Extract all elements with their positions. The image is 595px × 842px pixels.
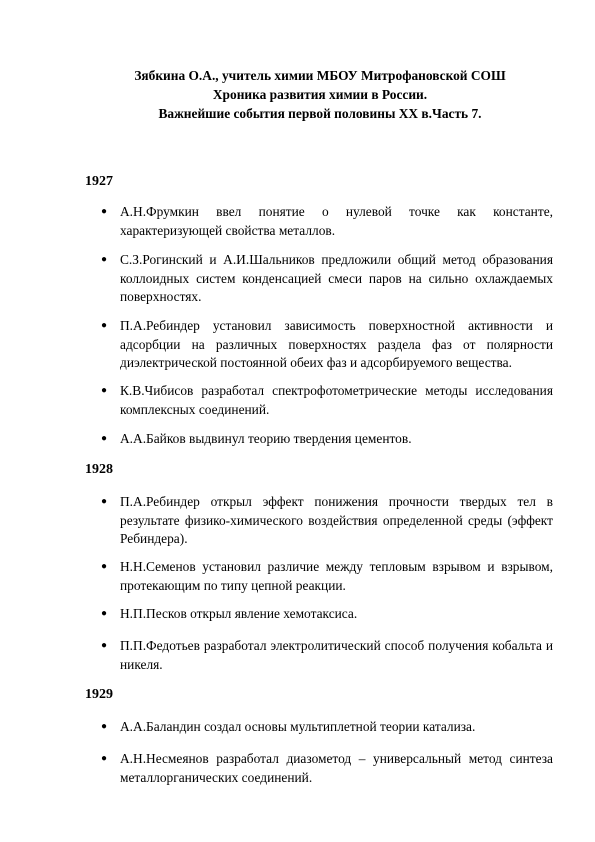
bullet-icon: ●: [101, 721, 108, 732]
list-item: А.А.Байков выдвинул теорию твердения цементов.: [120, 431, 412, 446]
list-item: К.В.Чибисов разработал спектрофотометрические методы исследования комплексных соединений.: [120, 383, 553, 417]
bullet-icon: ●: [101, 753, 108, 764]
bullet-icon: ●: [101, 206, 108, 217]
document-header: [100, 66, 540, 123]
author-line: Зябкина О.А., учитель химии МБОУ Митрофановской СОШ: [134, 68, 506, 83]
bullet-icon: ●: [101, 254, 108, 265]
year-heading-1928: 1928: [85, 462, 113, 477]
bullet-icon: ●: [101, 561, 108, 572]
bullet-icon: ●: [101, 496, 108, 507]
list-item: П.А.Ребиндер установил зависимость поверхностной активности и адсорбции на различных поверхностях раздела фаз от полярности диэлектрической постоянной обеих фаз и адсорбируемого вещества.: [120, 318, 553, 370]
title-line: Хроника развития химии в России.: [212, 87, 428, 102]
subtitle-line: Важнейшие события первой половины XX в.Часть 7.: [158, 106, 482, 121]
list-item: Н.П.Песков открыл явление хемотаксиса.: [120, 606, 358, 621]
list-item: Н.Н.Семенов установил различие между тепловым взрывом и взрывом, протекающим по типу цепной реакции.: [120, 559, 553, 593]
bullet-icon: ●: [101, 433, 108, 444]
list-item: П.А.Ребиндер открыл эффект понижения прочности твердых тел в результате физико-химического воздействия определенной среды (эффект Ребиндера).: [120, 494, 553, 546]
year-heading-1929: 1929: [85, 687, 113, 702]
list-item: П.П.Федотьев разработал электролитический способ получения кобальта и никеля.: [120, 638, 553, 672]
bullet-icon: ●: [101, 385, 108, 396]
bullet-icon: ●: [101, 640, 108, 651]
year-heading-1927: 1927: [85, 174, 113, 189]
list-item: А.Н.Несмеянов разработал диазометод – универсальный метод синтеза металлорганических соединений.: [120, 751, 553, 785]
list-item: А.Н.Фрумкин ввел понятие о нулевой точке как константе, характеризующей свойства металлов.: [120, 204, 553, 238]
bullet-icon: ●: [101, 608, 108, 619]
list-item: С.З.Рогинский и А.И.Шальников предложили общий метод образования коллоидных систем конденсацией смеси паров на сильно охлаждаемых поверхностях.: [120, 252, 553, 304]
bullet-icon: ●: [101, 320, 108, 331]
list-item: А.А.Баландин создал основы мультиплетной теории катализа.: [120, 719, 476, 734]
